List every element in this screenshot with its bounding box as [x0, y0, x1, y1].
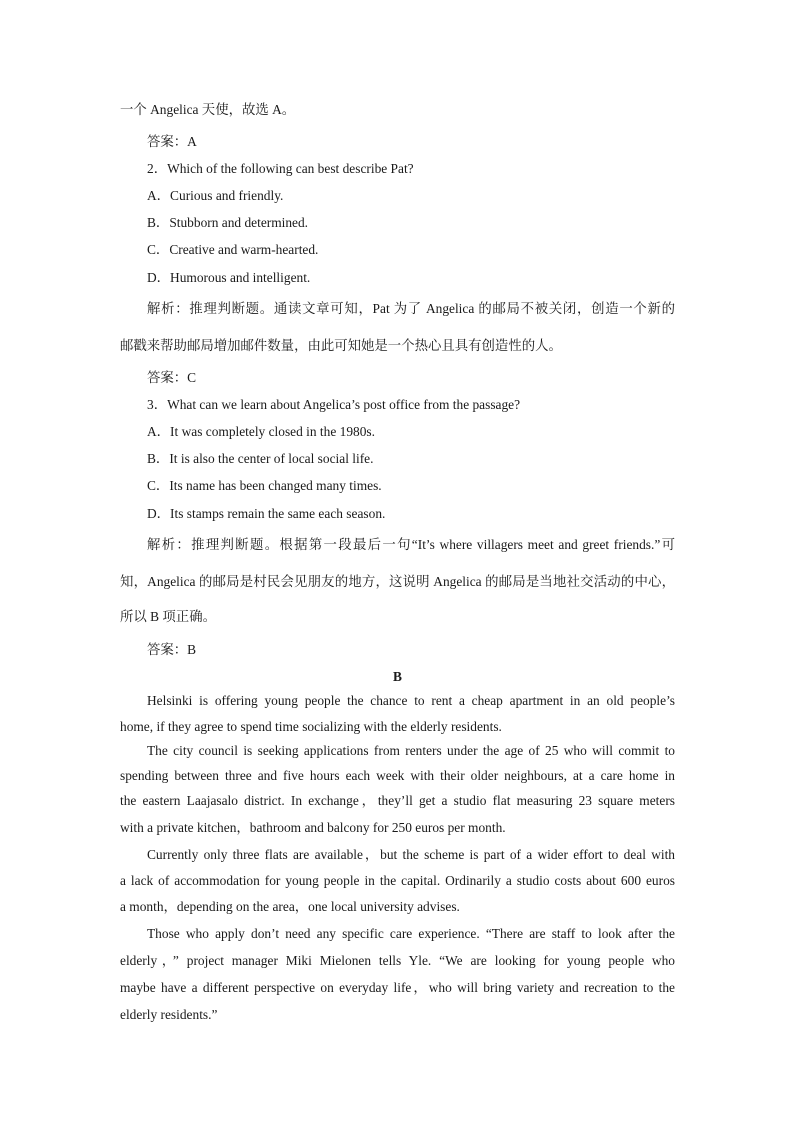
- paragraph-4-line-2: elderly，” project manager Miki Mielonen tells Yle. “We are looking for young people who: [120, 953, 675, 968]
- q3-option-a: A．It was completely closed in the 1980s.: [147, 424, 375, 439]
- q3-explanation-line-2: 知，Angelica 的邮局是村民会见朋友的地方，这说明 Angelica 的邮局是当地社交活动的中心，: [120, 574, 675, 589]
- q3-explanation-line-3: 所以 B 项正确。: [120, 609, 216, 624]
- q3-explanation-line-1: 解析：推理判断题。根据第一段最后一句“It’s where villagers meet and greet friends.”可: [147, 537, 675, 552]
- paragraph-4-line-3: maybe have a different perspective on everyday life，who will bring variety and recreation to the: [120, 980, 675, 995]
- paragraph-4-line-1: Those who apply don’t need any specific care experience. “There are staff to look after the: [147, 926, 675, 941]
- paragraph-3-line-1: Currently only three flats are available，but the scheme is part of a wider effort to deal with: [147, 847, 675, 862]
- q2-explanation-line-2: 邮戳来帮助邮局增加邮件数量，由此可知她是一个热心且具有创造性的人。: [120, 338, 562, 353]
- section-heading: B: [393, 669, 402, 684]
- paragraph-2-line-2: spending between three and five hours each week with their older neighbours, at a care home in: [120, 768, 675, 783]
- q3-answer: 答案：B: [147, 642, 197, 657]
- q3-option-d: D．Its stamps remain the same each season.: [147, 506, 386, 521]
- q3-option-b: B．It is also the center of local social life.: [147, 451, 374, 466]
- paragraph-3-line-2: a lack of accommodation for young people in the capital. Ordinarily a studio costs about 600 euros: [120, 873, 675, 888]
- q2-option-c: C．Creative and warm-hearted.: [147, 242, 319, 257]
- paragraph-3-line-3: a month，depending on the area，one local university advises.: [120, 899, 460, 914]
- q1-answer: 答案：A: [147, 134, 197, 149]
- q2-question: 2．Which of the following can best describe Pat?: [147, 161, 414, 176]
- paragraph-2-line-1: The city council is seeking applications from renters under the age of 25 who will commit to: [147, 743, 675, 758]
- q2-option-b: B．Stubborn and determined.: [147, 215, 309, 230]
- q2-option-d: D．Humorous and intelligent.: [147, 270, 311, 285]
- paragraph-4-line-4: elderly residents.”: [120, 1007, 218, 1022]
- q3-question: 3．What can we learn about Angelica’s post office from the passage?: [147, 397, 521, 412]
- paragraph-1-line-2: home, if they agree to spend time socializing with the elderly residents.: [120, 719, 502, 734]
- paragraph-2-line-3: the eastern Laajasalo district. In exchange，they’ll get a studio flat measuring 23 square meters: [120, 793, 675, 808]
- q2-answer: 答案：C: [147, 370, 197, 385]
- paragraph-1-line-1: Helsinki is offering young people the chance to rent a cheap apartment in an old people’s: [147, 693, 675, 708]
- q1-explanation-end: 一个 Angelica 天使，故选 A。: [120, 102, 296, 117]
- q3-option-c: C．Its name has been changed many times.: [147, 478, 382, 493]
- q2-option-a: A．Curious and friendly.: [147, 188, 284, 203]
- paragraph-2-line-4: with a private kitchen，bathroom and balcony for 250 euros per month.: [120, 820, 506, 835]
- q2-explanation-line-1: 解析：推理判断题。通读文章可知，Pat 为了 Angelica 的邮局不被关闭，创造一个新的: [147, 301, 675, 316]
